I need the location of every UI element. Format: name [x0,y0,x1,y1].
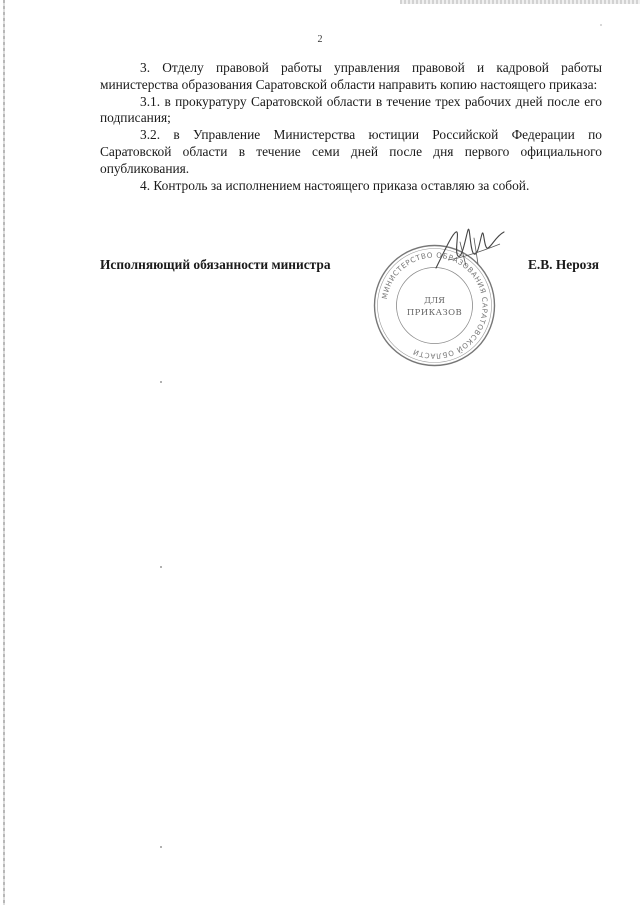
paragraph-3-2: 3.2. в Управление Министерства юстиции Российской Федерации по Саратовской области в течение семи дней после дня первого официального опубликования. [100,127,602,176]
paragraph-4: 4. Контроль за исполнением настоящего приказа оставляю за собой. [140,177,530,193]
scan-speck [600,24,602,26]
signature-block [100,257,602,275]
signatory-title: Исполняющий обязанности министра [100,257,331,272]
signatory-name: Е.В. Нерозя [527,257,599,272]
handwritten-signature [430,222,510,278]
scan-speck [160,381,162,383]
seal-center-line2: ПРИКАЗОВ [406,308,463,318]
document-body [100,60,602,194]
scan-speck [160,846,162,848]
page-number: 2 [317,34,323,45]
scan-speck [160,566,162,568]
paragraph-3: 3. Отделу правовой работы управления правовой и кадровой работы министерства образования Саратовской области направить копию настоящего приказа: [100,60,602,92]
paragraph-3-1: 3.1. в прокуратуру Саратовской области в течение трех рабочих дней после его подписания; [100,93,602,126]
scan-top-artifact [400,0,640,4]
seal-ring-text: МИНИСТЕРСТВО ОБРАЗОВАНИЯ САРАТОВСКОЙ ОБЛАСТИ [379,250,490,361]
seal-center-line1: ДЛЯ [424,296,445,306]
scan-edge-artifact [3,0,5,905]
